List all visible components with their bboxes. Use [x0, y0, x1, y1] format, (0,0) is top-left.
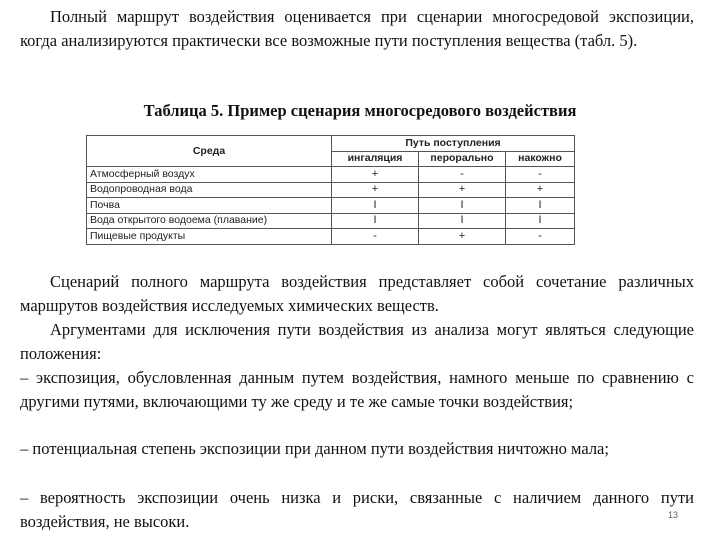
- exposure-scenario-table: [86, 135, 575, 245]
- table-row: [87, 182, 575, 198]
- table-row: [87, 198, 575, 214]
- medium-header: Среда: [87, 136, 332, 167]
- value-cell: -: [419, 167, 506, 183]
- table-row: [87, 167, 575, 183]
- value-cell: -: [506, 167, 575, 183]
- table-row: [87, 213, 575, 229]
- value-cell: +: [506, 182, 575, 198]
- value-cell: I: [332, 213, 419, 229]
- medium-cell: Атмосферный воздух: [87, 167, 332, 183]
- medium-cell: Пищевые продукты: [87, 229, 332, 245]
- route-header: Путь поступления: [332, 136, 575, 152]
- table-row: [87, 229, 575, 245]
- list-item: – потенциальная степень экспозиции при данном пути воздействия ничтожно мала;: [20, 439, 609, 458]
- page-number: 13: [667, 510, 678, 520]
- medium-cell: Почва: [87, 198, 332, 214]
- table-header-row: [87, 136, 575, 152]
- value-cell: I: [506, 213, 575, 229]
- list-item: – вероятность экспозиции очень низка и риски, связанные с наличием данного пути воздействия, не высоки.: [20, 488, 694, 531]
- value-cell: I: [332, 198, 419, 214]
- route-column-dermal: накожно: [506, 151, 575, 167]
- value-cell: I: [506, 198, 575, 214]
- value-cell: +: [419, 182, 506, 198]
- table-caption: Таблица 5. Пример сценария многосредового воздействия: [143, 101, 577, 120]
- body-paragraph: Сценарий полного маршрута воздействия представляет собой сочетание различных маршрутов воздействия исследуемых химических веществ.: [20, 272, 694, 315]
- route-column-inhalation: ингаляция: [332, 151, 419, 167]
- intro-paragraph: Полный маршрут воздействия оценивается при сценарии многосредовой экспозиции, когда анализируются практически все возможные пути поступления вещества (табл. 5).: [20, 7, 694, 50]
- value-cell: -: [506, 229, 575, 245]
- value-cell: -: [332, 229, 419, 245]
- medium-cell: Вода открытого водоема (плавание): [87, 213, 332, 229]
- value-cell: I: [419, 213, 506, 229]
- value-cell: I: [419, 198, 506, 214]
- value-cell: +: [332, 182, 419, 198]
- value-cell: +: [419, 229, 506, 245]
- body-paragraph: Аргументами для исключения пути воздействия из анализа могут являться следующие положения:: [20, 320, 694, 363]
- value-cell: +: [332, 167, 419, 183]
- route-column-oral: перорально: [419, 151, 506, 167]
- medium-cell: Водопроводная вода: [87, 182, 332, 198]
- list-item: – экспозиция, обусловленная данным путем воздействия, намного меньше по сравнению с другими путями, включающими ту же среду и те же самые точки воздействия;: [20, 368, 694, 411]
